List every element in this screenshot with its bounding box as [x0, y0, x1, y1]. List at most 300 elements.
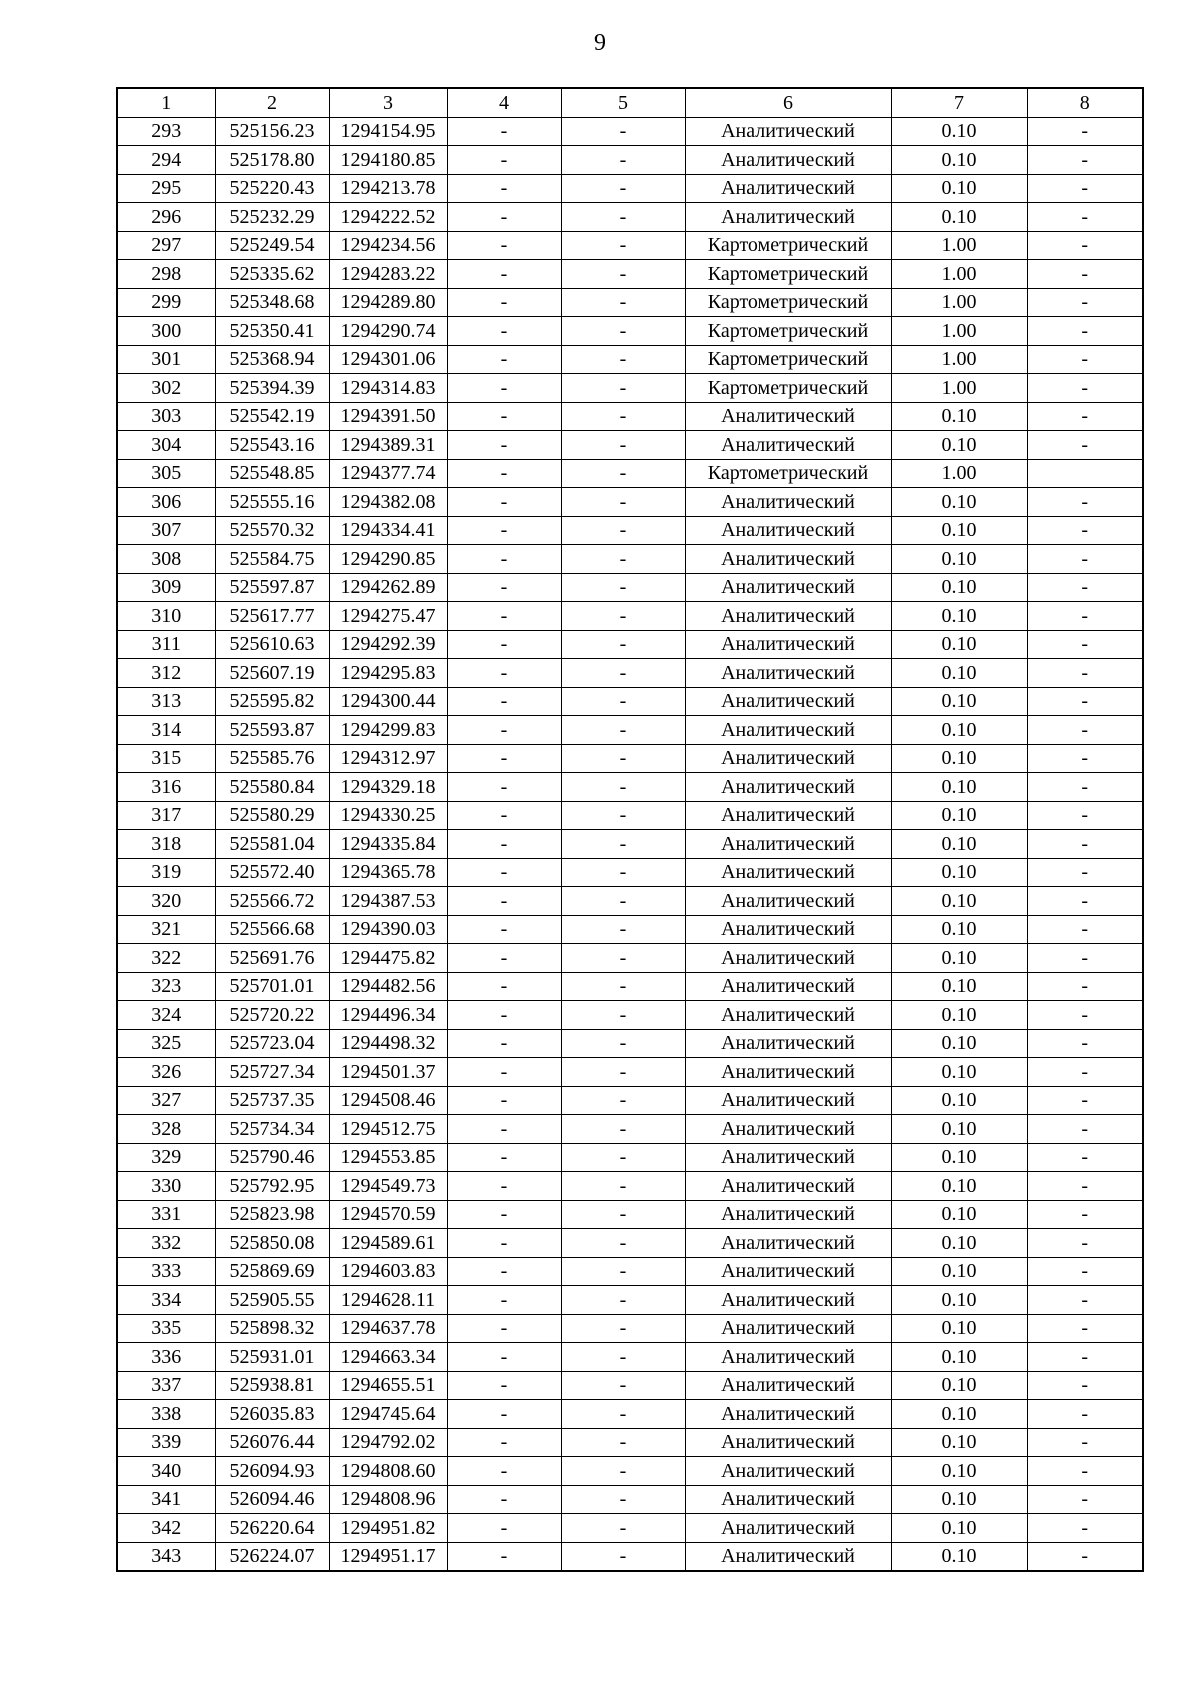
accuracy-cell: 1.00 — [891, 345, 1027, 374]
col5-cell: - — [561, 1086, 685, 1115]
y-coordinate-cell: 1294387.53 — [329, 887, 447, 916]
y-coordinate-cell: 1294314.83 — [329, 374, 447, 403]
table-row — [117, 174, 1143, 203]
point-number-cell: 294 — [117, 146, 215, 175]
accuracy-cell: 1.00 — [891, 374, 1027, 403]
col5-cell: - — [561, 488, 685, 517]
y-coordinate-cell: 1294335.84 — [329, 830, 447, 859]
col5-cell: - — [561, 1115, 685, 1144]
y-coordinate-cell: 1294745.64 — [329, 1400, 447, 1429]
col4-cell: - — [447, 317, 561, 346]
col8-cell: - — [1027, 374, 1143, 403]
table-row — [117, 146, 1143, 175]
y-coordinate-cell: 1294154.95 — [329, 117, 447, 146]
col8-cell: - — [1027, 1485, 1143, 1514]
col8-cell: - — [1027, 687, 1143, 716]
col5-cell: - — [561, 1001, 685, 1030]
accuracy-cell: 0.10 — [891, 602, 1027, 631]
point-number-cell: 338 — [117, 1400, 215, 1429]
col5-cell: - — [561, 1314, 685, 1343]
point-number-cell: 310 — [117, 602, 215, 631]
point-number-cell: 329 — [117, 1143, 215, 1172]
table-row — [117, 1428, 1143, 1457]
col4-cell: - — [447, 1029, 561, 1058]
col8-cell: - — [1027, 773, 1143, 802]
point-number-cell: 313 — [117, 687, 215, 716]
col8-cell: - — [1027, 1001, 1143, 1030]
y-coordinate-cell: 1294553.85 — [329, 1143, 447, 1172]
method-cell: Аналитический — [685, 716, 891, 745]
method-cell: Картометрический — [685, 260, 891, 289]
col4-cell: - — [447, 288, 561, 317]
table-row — [117, 1229, 1143, 1258]
col4-cell: - — [447, 1542, 561, 1571]
table-row — [117, 630, 1143, 659]
accuracy-cell: 0.10 — [891, 573, 1027, 602]
col4-cell: - — [447, 146, 561, 175]
col5-cell: - — [561, 1286, 685, 1315]
x-coordinate-cell: 525566.68 — [215, 915, 329, 944]
point-number-cell: 325 — [117, 1029, 215, 1058]
table-row — [117, 345, 1143, 374]
y-coordinate-cell: 1294222.52 — [329, 203, 447, 232]
col4-cell: - — [447, 887, 561, 916]
table-row — [117, 687, 1143, 716]
point-number-cell: 331 — [117, 1200, 215, 1229]
accuracy-cell: 0.10 — [891, 146, 1027, 175]
x-coordinate-cell: 525938.81 — [215, 1371, 329, 1400]
table-row — [117, 431, 1143, 460]
x-coordinate-cell: 525580.29 — [215, 801, 329, 830]
column-header: 3 — [329, 88, 447, 117]
col8-cell: - — [1027, 716, 1143, 745]
point-number-cell: 317 — [117, 801, 215, 830]
col5-cell: - — [561, 345, 685, 374]
x-coordinate-cell: 525610.63 — [215, 630, 329, 659]
table-row — [117, 1542, 1143, 1571]
col5-cell: - — [561, 431, 685, 460]
col8-cell: - — [1027, 1343, 1143, 1372]
x-coordinate-cell: 525566.72 — [215, 887, 329, 916]
x-coordinate-cell: 525156.23 — [215, 117, 329, 146]
col4-cell: - — [447, 1257, 561, 1286]
point-number-cell: 322 — [117, 944, 215, 973]
col5-cell: - — [561, 944, 685, 973]
col8-cell: - — [1027, 1371, 1143, 1400]
x-coordinate-cell: 525232.29 — [215, 203, 329, 232]
method-cell: Аналитический — [685, 117, 891, 146]
point-number-cell: 297 — [117, 231, 215, 260]
col4-cell: - — [447, 174, 561, 203]
col5-cell: - — [561, 972, 685, 1001]
y-coordinate-cell: 1294290.85 — [329, 545, 447, 574]
table-row — [117, 716, 1143, 745]
y-coordinate-cell: 1294663.34 — [329, 1343, 447, 1372]
method-cell: Аналитический — [685, 1257, 891, 1286]
point-number-cell: 315 — [117, 744, 215, 773]
point-number-cell: 305 — [117, 459, 215, 488]
col8-cell: - — [1027, 1314, 1143, 1343]
accuracy-cell: 0.10 — [891, 431, 1027, 460]
col8-cell: - — [1027, 1514, 1143, 1543]
table-row — [117, 1143, 1143, 1172]
x-coordinate-cell: 525617.77 — [215, 602, 329, 631]
y-coordinate-cell: 1294603.83 — [329, 1257, 447, 1286]
col4-cell: - — [447, 431, 561, 460]
point-number-cell: 307 — [117, 516, 215, 545]
col4-cell: - — [447, 716, 561, 745]
col4-cell: - — [447, 630, 561, 659]
method-cell: Аналитический — [685, 1001, 891, 1030]
col4-cell: - — [447, 1001, 561, 1030]
col8-cell: - — [1027, 174, 1143, 203]
col5-cell: - — [561, 915, 685, 944]
col4-cell: - — [447, 1314, 561, 1343]
point-number-cell: 340 — [117, 1457, 215, 1486]
point-number-cell: 300 — [117, 317, 215, 346]
col4-cell: - — [447, 1115, 561, 1144]
method-cell: Аналитический — [685, 1485, 891, 1514]
method-cell: Аналитический — [685, 1514, 891, 1543]
point-number-cell: 332 — [117, 1229, 215, 1258]
accuracy-cell: 0.10 — [891, 402, 1027, 431]
col8-cell: - — [1027, 488, 1143, 517]
col4-cell: - — [447, 117, 561, 146]
x-coordinate-cell: 526094.46 — [215, 1485, 329, 1514]
x-coordinate-cell: 525335.62 — [215, 260, 329, 289]
point-number-cell: 312 — [117, 659, 215, 688]
y-coordinate-cell: 1294330.25 — [329, 801, 447, 830]
method-cell: Аналитический — [685, 1200, 891, 1229]
col5-cell: - — [561, 288, 685, 317]
y-coordinate-cell: 1294501.37 — [329, 1058, 447, 1087]
table-row — [117, 915, 1143, 944]
col5-cell: - — [561, 146, 685, 175]
method-cell: Картометрический — [685, 231, 891, 260]
method-cell: Аналитический — [685, 1086, 891, 1115]
method-cell: Аналитический — [685, 1172, 891, 1201]
point-number-cell: 341 — [117, 1485, 215, 1514]
x-coordinate-cell: 525593.87 — [215, 716, 329, 745]
col4-cell: - — [447, 1514, 561, 1543]
col8-cell: - — [1027, 972, 1143, 1001]
col8-cell: - — [1027, 431, 1143, 460]
accuracy-cell: 0.10 — [891, 972, 1027, 1001]
col4-cell: - — [447, 944, 561, 973]
table-row — [117, 459, 1143, 488]
y-coordinate-cell: 1294390.03 — [329, 915, 447, 944]
point-number-cell: 296 — [117, 203, 215, 232]
col5-cell: - — [561, 1542, 685, 1571]
x-coordinate-cell: 525581.04 — [215, 830, 329, 859]
col4-cell: - — [447, 773, 561, 802]
accuracy-cell: 0.10 — [891, 858, 1027, 887]
x-coordinate-cell: 525572.40 — [215, 858, 329, 887]
col8-cell: - — [1027, 801, 1143, 830]
y-coordinate-cell: 1294300.44 — [329, 687, 447, 716]
method-cell: Аналитический — [685, 431, 891, 460]
y-coordinate-cell: 1294289.80 — [329, 288, 447, 317]
col4-cell: - — [447, 1229, 561, 1258]
col8-cell: - — [1027, 1172, 1143, 1201]
method-cell: Аналитический — [685, 1371, 891, 1400]
accuracy-cell: 0.10 — [891, 801, 1027, 830]
col5-cell: - — [561, 174, 685, 203]
y-coordinate-cell: 1294628.11 — [329, 1286, 447, 1315]
col5-cell: - — [561, 317, 685, 346]
col8-cell: - — [1027, 402, 1143, 431]
accuracy-cell: 0.10 — [891, 915, 1027, 944]
table-row — [117, 1115, 1143, 1144]
y-coordinate-cell: 1294496.34 — [329, 1001, 447, 1030]
point-number-cell: 306 — [117, 488, 215, 517]
col4-cell: - — [447, 1172, 561, 1201]
y-coordinate-cell: 1294570.59 — [329, 1200, 447, 1229]
y-coordinate-cell: 1294482.56 — [329, 972, 447, 1001]
col4-cell: - — [447, 1143, 561, 1172]
x-coordinate-cell: 525850.08 — [215, 1229, 329, 1258]
col4-cell: - — [447, 1428, 561, 1457]
method-cell: Аналитический — [685, 545, 891, 574]
x-coordinate-cell: 525792.95 — [215, 1172, 329, 1201]
x-coordinate-cell: 525394.39 — [215, 374, 329, 403]
x-coordinate-cell: 525898.32 — [215, 1314, 329, 1343]
point-number-cell: 343 — [117, 1542, 215, 1571]
y-coordinate-cell: 1294391.50 — [329, 402, 447, 431]
method-cell: Аналитический — [685, 402, 891, 431]
table-row — [117, 1172, 1143, 1201]
col4-cell: - — [447, 972, 561, 1001]
y-coordinate-cell: 1294655.51 — [329, 1371, 447, 1400]
point-number-cell: 319 — [117, 858, 215, 887]
point-number-cell: 326 — [117, 1058, 215, 1087]
table-row — [117, 374, 1143, 403]
y-coordinate-cell: 1294213.78 — [329, 174, 447, 203]
col8-cell: - — [1027, 1428, 1143, 1457]
col8-cell: - — [1027, 1286, 1143, 1315]
col8-cell: - — [1027, 146, 1143, 175]
col8-cell: - — [1027, 1143, 1143, 1172]
col4-cell: - — [447, 830, 561, 859]
col5-cell: - — [561, 659, 685, 688]
accuracy-cell: 0.10 — [891, 174, 1027, 203]
col8-cell: - — [1027, 288, 1143, 317]
method-cell: Картометрический — [685, 459, 891, 488]
x-coordinate-cell: 525249.54 — [215, 231, 329, 260]
method-cell: Картометрический — [685, 288, 891, 317]
col5-cell: - — [561, 117, 685, 146]
point-number-cell: 334 — [117, 1286, 215, 1315]
accuracy-cell: 0.10 — [891, 716, 1027, 745]
col8-cell: - — [1027, 117, 1143, 146]
accuracy-cell: 0.10 — [891, 1200, 1027, 1229]
method-cell: Аналитический — [685, 516, 891, 545]
y-coordinate-cell: 1294508.46 — [329, 1086, 447, 1115]
point-number-cell: 301 — [117, 345, 215, 374]
table-row — [117, 1086, 1143, 1115]
col5-cell: - — [561, 573, 685, 602]
accuracy-cell: 1.00 — [891, 459, 1027, 488]
coordinates-table — [116, 87, 1144, 1572]
col8-cell: - — [1027, 516, 1143, 545]
accuracy-cell: 0.10 — [891, 773, 1027, 802]
y-coordinate-cell: 1294334.41 — [329, 516, 447, 545]
accuracy-cell: 0.10 — [891, 830, 1027, 859]
x-coordinate-cell: 525584.75 — [215, 545, 329, 574]
point-number-cell: 327 — [117, 1086, 215, 1115]
point-number-cell: 320 — [117, 887, 215, 916]
col5-cell: - — [561, 602, 685, 631]
col8-cell: - — [1027, 659, 1143, 688]
col8-cell: - — [1027, 1115, 1143, 1144]
col8-cell: - — [1027, 1200, 1143, 1229]
table-row — [117, 117, 1143, 146]
x-coordinate-cell: 525823.98 — [215, 1200, 329, 1229]
method-cell: Аналитический — [685, 1343, 891, 1372]
y-coordinate-cell: 1294290.74 — [329, 317, 447, 346]
accuracy-cell: 0.10 — [891, 1001, 1027, 1030]
table-row — [117, 773, 1143, 802]
y-coordinate-cell: 1294637.78 — [329, 1314, 447, 1343]
col4-cell: - — [447, 915, 561, 944]
accuracy-cell: 1.00 — [891, 288, 1027, 317]
x-coordinate-cell: 525931.01 — [215, 1343, 329, 1372]
table-row — [117, 602, 1143, 631]
column-header: 6 — [685, 88, 891, 117]
col4-cell: - — [447, 573, 561, 602]
accuracy-cell: 0.10 — [891, 1428, 1027, 1457]
accuracy-cell: 0.10 — [891, 488, 1027, 517]
col5-cell: - — [561, 1143, 685, 1172]
table-row — [117, 488, 1143, 517]
point-number-cell: 342 — [117, 1514, 215, 1543]
table-row — [117, 402, 1143, 431]
col5-cell: - — [561, 1200, 685, 1229]
accuracy-cell: 0.10 — [891, 1029, 1027, 1058]
accuracy-cell: 0.10 — [891, 1400, 1027, 1429]
method-cell: Аналитический — [685, 1115, 891, 1144]
x-coordinate-cell: 525720.22 — [215, 1001, 329, 1030]
table-row — [117, 972, 1143, 1001]
col5-cell: - — [561, 545, 685, 574]
x-coordinate-cell: 525701.01 — [215, 972, 329, 1001]
col4-cell: - — [447, 659, 561, 688]
table-row — [117, 1257, 1143, 1286]
table-row — [117, 516, 1143, 545]
point-number-cell: 299 — [117, 288, 215, 317]
method-cell: Аналитический — [685, 744, 891, 773]
method-cell: Аналитический — [685, 830, 891, 859]
accuracy-cell: 0.10 — [891, 516, 1027, 545]
x-coordinate-cell: 525350.41 — [215, 317, 329, 346]
col8-cell: - — [1027, 602, 1143, 631]
x-coordinate-cell: 525727.34 — [215, 1058, 329, 1087]
table-row — [117, 1400, 1143, 1429]
table-row — [117, 1286, 1143, 1315]
x-coordinate-cell: 525348.68 — [215, 288, 329, 317]
point-number-cell: 298 — [117, 260, 215, 289]
table-row — [117, 744, 1143, 773]
y-coordinate-cell: 1294792.02 — [329, 1428, 447, 1457]
col8-cell: - — [1027, 317, 1143, 346]
x-coordinate-cell: 525869.69 — [215, 1257, 329, 1286]
method-cell: Аналитический — [685, 801, 891, 830]
y-coordinate-cell: 1294180.85 — [329, 146, 447, 175]
accuracy-cell: 0.10 — [891, 1343, 1027, 1372]
method-cell: Аналитический — [685, 1457, 891, 1486]
col5-cell: - — [561, 830, 685, 859]
point-number-cell: 330 — [117, 1172, 215, 1201]
col4-cell: - — [447, 1286, 561, 1315]
table-row — [117, 1058, 1143, 1087]
point-number-cell: 321 — [117, 915, 215, 944]
col4-cell: - — [447, 1400, 561, 1429]
col8-cell: - — [1027, 1542, 1143, 1571]
table-row — [117, 260, 1143, 289]
y-coordinate-cell: 1294808.60 — [329, 1457, 447, 1486]
y-coordinate-cell: 1294295.83 — [329, 659, 447, 688]
table-row — [117, 1200, 1143, 1229]
accuracy-cell: 0.10 — [891, 887, 1027, 916]
x-coordinate-cell: 526035.83 — [215, 1400, 329, 1429]
accuracy-cell: 0.10 — [891, 1086, 1027, 1115]
y-coordinate-cell: 1294951.82 — [329, 1514, 447, 1543]
accuracy-cell: 0.10 — [891, 1371, 1027, 1400]
col8-cell: - — [1027, 203, 1143, 232]
col4-cell: - — [447, 260, 561, 289]
col4-cell: - — [447, 545, 561, 574]
table-row — [117, 1485, 1143, 1514]
x-coordinate-cell: 525723.04 — [215, 1029, 329, 1058]
table-row — [117, 1343, 1143, 1372]
y-coordinate-cell: 1294377.74 — [329, 459, 447, 488]
x-coordinate-cell: 525368.94 — [215, 345, 329, 374]
col4-cell: - — [447, 1343, 561, 1372]
method-cell: Аналитический — [685, 915, 891, 944]
accuracy-cell: 0.10 — [891, 203, 1027, 232]
col8-cell: - — [1027, 887, 1143, 916]
table-row — [117, 944, 1143, 973]
col5-cell: - — [561, 744, 685, 773]
method-cell: Аналитический — [685, 1229, 891, 1258]
page-number: 9 — [594, 30, 606, 56]
y-coordinate-cell: 1294312.97 — [329, 744, 447, 773]
column-header: 4 — [447, 88, 561, 117]
x-coordinate-cell: 526220.64 — [215, 1514, 329, 1543]
col8-cell: - — [1027, 830, 1143, 859]
x-coordinate-cell: 525595.82 — [215, 687, 329, 716]
col5-cell: - — [561, 459, 685, 488]
table-row — [117, 203, 1143, 232]
table-row — [117, 659, 1143, 688]
method-cell: Аналитический — [685, 1400, 891, 1429]
accuracy-cell: 0.10 — [891, 1314, 1027, 1343]
header-row — [117, 88, 1143, 117]
y-coordinate-cell: 1294292.39 — [329, 630, 447, 659]
col5-cell: - — [561, 203, 685, 232]
col4-cell: - — [447, 801, 561, 830]
accuracy-cell: 0.10 — [891, 1143, 1027, 1172]
method-cell: Аналитический — [685, 1542, 891, 1571]
accuracy-cell: 0.10 — [891, 1542, 1027, 1571]
accuracy-cell: 0.10 — [891, 944, 1027, 973]
col5-cell: - — [561, 1229, 685, 1258]
y-coordinate-cell: 1294389.31 — [329, 431, 447, 460]
table-row — [117, 545, 1143, 574]
point-number-cell: 316 — [117, 773, 215, 802]
point-number-cell: 308 — [117, 545, 215, 574]
accuracy-cell: 0.10 — [891, 687, 1027, 716]
